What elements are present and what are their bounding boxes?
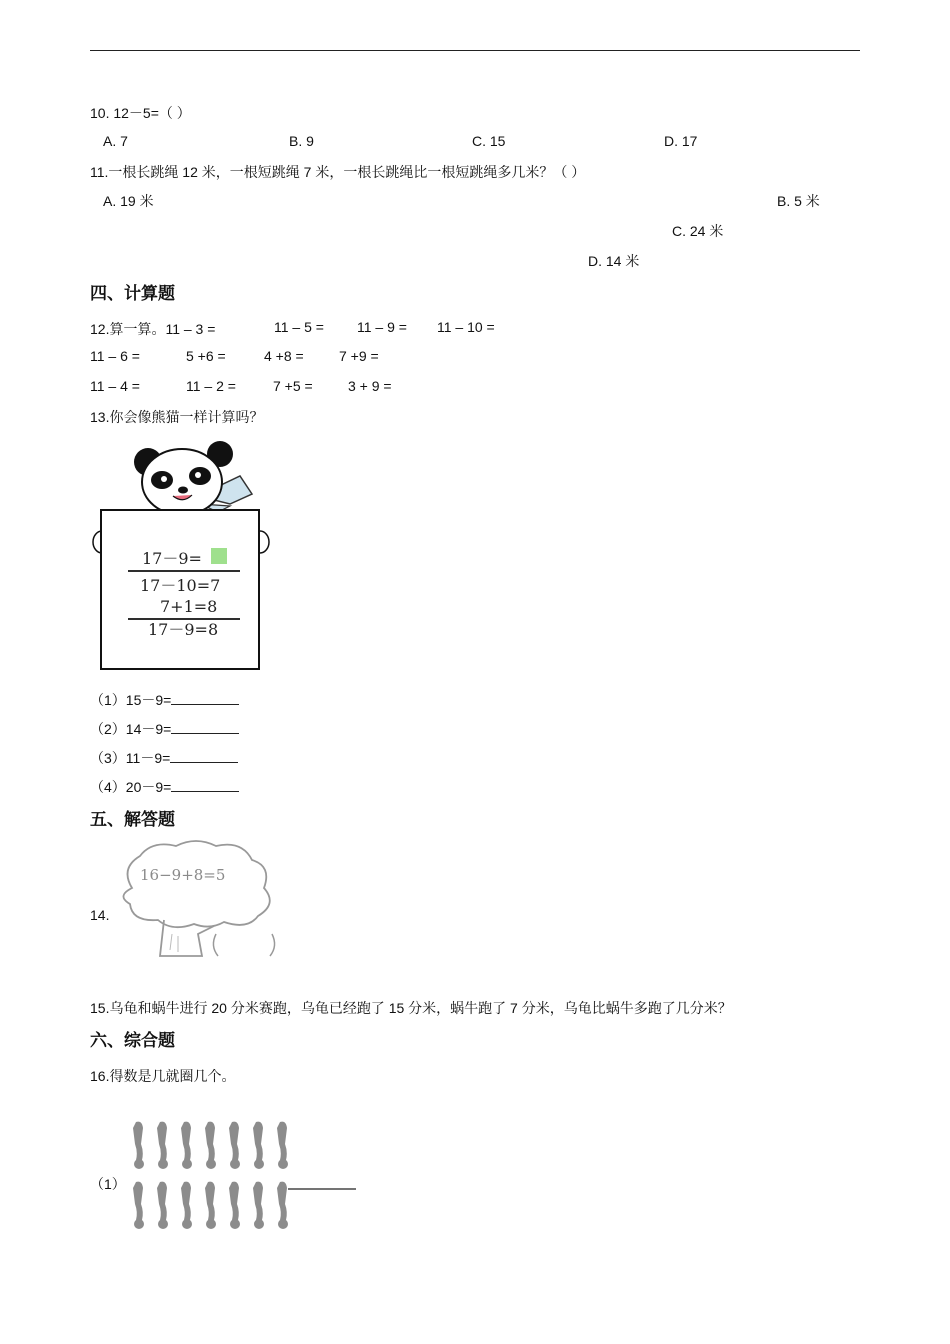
tree-crown bbox=[123, 841, 269, 927]
counting-stick[interactable] bbox=[253, 1122, 263, 1160]
counting-stick[interactable] bbox=[133, 1182, 143, 1220]
q12-r3-c3: 7 +5 = bbox=[273, 378, 313, 394]
section-5-title: 五、解答题 bbox=[90, 810, 175, 829]
q12-r3-c1: 11 – 4 = bbox=[90, 378, 140, 394]
counting-stick[interactable] bbox=[157, 1182, 167, 1220]
counting-stick[interactable] bbox=[277, 1182, 287, 1220]
q14-number: 14. bbox=[90, 907, 110, 923]
counting-stick[interactable] bbox=[205, 1122, 215, 1160]
q13-sub-3: （3）11－9= bbox=[90, 748, 238, 768]
q10-stem: 10. 12－5=（ ） bbox=[90, 105, 191, 121]
q12-r1-c3: 11 – 9 = bbox=[357, 319, 407, 335]
board-line-2: 17－10=7 bbox=[140, 576, 221, 595]
counting-stick[interactable] bbox=[253, 1182, 263, 1220]
q12-r2-c4: 7 +9 = bbox=[339, 348, 379, 364]
q10-option-c[interactable]: C. 15 bbox=[472, 133, 506, 149]
tree-illustration bbox=[112, 838, 290, 964]
tree-equation: 16−9+8=5 bbox=[140, 866, 226, 884]
counting-stick[interactable] bbox=[181, 1122, 191, 1160]
counting-stick[interactable] bbox=[133, 1122, 143, 1160]
counting-stick-end bbox=[134, 1219, 144, 1229]
q12-r2-c1: 11 – 6 = bbox=[90, 348, 140, 364]
right-paren bbox=[270, 934, 275, 956]
section-6-title: 六、综合题 bbox=[90, 1031, 175, 1050]
counting-stick-end bbox=[206, 1159, 216, 1169]
q12-r3-c2: 11 – 2 = bbox=[186, 378, 236, 394]
q12-r2-c2: 5 +6 = bbox=[186, 348, 226, 364]
counting-stick-end bbox=[158, 1159, 168, 1169]
counting-stick-end bbox=[206, 1219, 216, 1229]
counting-stick-end bbox=[278, 1219, 288, 1229]
counting-stick[interactable] bbox=[157, 1122, 167, 1160]
q12-r1-c1: 12.算一算。11 – 3 = bbox=[90, 321, 216, 337]
counting-stick[interactable] bbox=[205, 1182, 215, 1220]
q15-stem: 15.乌龟和蜗牛进行 20 分米赛跑，乌龟已经跑了 15 分米，蜗牛跑了 7 分米，乌龟比蜗牛多跑了几分米？ bbox=[90, 1000, 732, 1016]
q10-option-a[interactable]: A. 7 bbox=[103, 133, 128, 149]
counting-stick-end bbox=[134, 1159, 144, 1169]
left-paren bbox=[213, 934, 218, 956]
counting-stick-end bbox=[254, 1159, 264, 1169]
answer-blank[interactable] bbox=[171, 692, 239, 705]
q10-option-d[interactable]: D. 17 bbox=[664, 133, 698, 149]
section-4-title: 四、计算题 bbox=[90, 284, 175, 303]
counting-stick[interactable] bbox=[229, 1182, 239, 1220]
q13-stem: 13.你会像熊猫一样计算吗？ bbox=[90, 409, 264, 425]
answer-blank[interactable] bbox=[171, 721, 239, 734]
counting-stick-end bbox=[182, 1159, 192, 1169]
q11-option-b[interactable]: B. 5 米 bbox=[777, 193, 820, 209]
stick-groups-illustration bbox=[128, 1118, 358, 1233]
panda-board-illustration bbox=[90, 432, 270, 672]
q12-r2-c3: 4 +8 = bbox=[264, 348, 304, 364]
q12-r1-c2: 11 – 5 = bbox=[274, 319, 324, 335]
counting-stick[interactable] bbox=[277, 1122, 287, 1160]
counting-stick[interactable] bbox=[229, 1122, 239, 1160]
sticks-row-bottom bbox=[133, 1182, 288, 1229]
sticks-row-top bbox=[133, 1122, 288, 1169]
counting-stick[interactable] bbox=[181, 1182, 191, 1220]
counting-stick-end bbox=[278, 1159, 288, 1169]
q13-sub-2: （2）14－9= bbox=[90, 719, 239, 739]
q11-option-d[interactable]: D. 14 米 bbox=[588, 253, 640, 269]
counting-stick-end bbox=[230, 1219, 240, 1229]
q10-option-b[interactable]: B. 9 bbox=[289, 133, 314, 149]
q11-option-a[interactable]: A. 19 米 bbox=[103, 193, 154, 209]
q11-option-c[interactable]: C. 24 米 bbox=[672, 223, 724, 239]
answer-box bbox=[211, 548, 227, 564]
answer-blank[interactable] bbox=[170, 750, 238, 763]
board-line-4: 17－9=8 bbox=[148, 620, 219, 639]
board-line-3: 7+1=8 bbox=[160, 597, 218, 616]
counting-stick-end bbox=[158, 1219, 168, 1229]
counting-stick-end bbox=[230, 1159, 240, 1169]
q11-stem: 11.一根长跳绳 12 米，一根短跳绳 7 米，一根长跳绳比一根短跳绳多几米？（ ） bbox=[90, 164, 586, 180]
q12-r1-c4: 11 – 10 = bbox=[437, 319, 495, 335]
q16-stem: 16.得数是几就圈几个。 bbox=[90, 1068, 236, 1084]
counting-stick-end bbox=[182, 1219, 192, 1229]
answer-blank[interactable] bbox=[171, 779, 239, 792]
q13-sub-4: （4）20－9= bbox=[90, 777, 239, 797]
header-rule bbox=[90, 50, 860, 51]
q13-sub-1: （1）15－9= bbox=[90, 690, 239, 710]
counting-stick-end bbox=[254, 1219, 264, 1229]
board-line-1: 17－9= bbox=[142, 549, 202, 568]
q16-sub-1: （1） bbox=[90, 1176, 126, 1192]
q12-r3-c4: 3 + 9 = bbox=[348, 378, 392, 394]
